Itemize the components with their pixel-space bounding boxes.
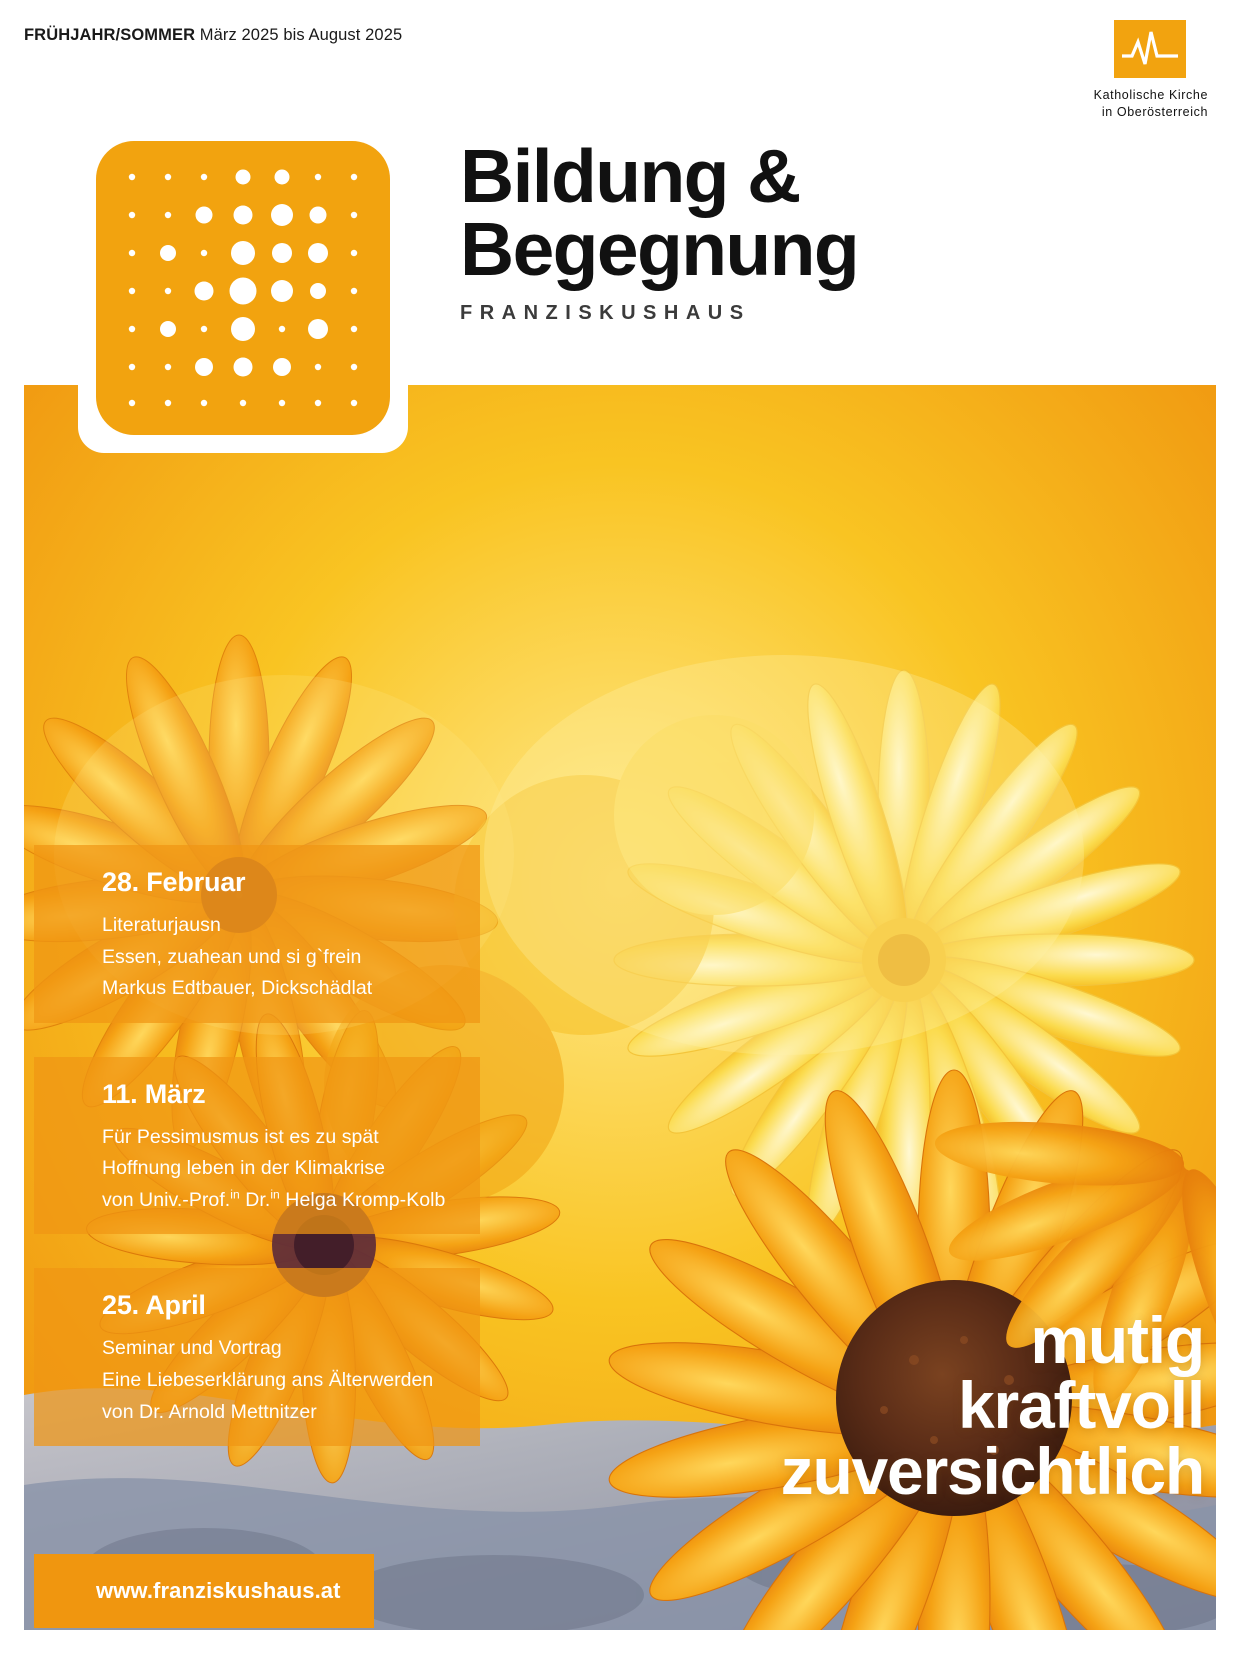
- diocese-name: [1032, 87, 1212, 122]
- event-line: Literaturjausn: [102, 914, 221, 936]
- website-url[interactable]: www.franziskushaus.at: [96, 1578, 341, 1603]
- event-date: 25. April: [102, 1290, 206, 1321]
- event-line: Essen, zuahean und si g`frein: [102, 945, 362, 968]
- event-line: Seminar und Vortrag: [102, 1337, 282, 1360]
- cover-claim: [780, 1303, 1204, 1508]
- event-line: von Univ.-Prof.$^{in}$ Dr.$^{in}$ Helga Kromp-Kolb: [102, 1187, 446, 1211]
- event-line: Eine Liebeserklärung ans Älterwerden: [102, 1369, 434, 1392]
- event-line: von Dr. Arnold Mettnitzer: [102, 1400, 317, 1423]
- claim-line-3: zuversichtlich: [780, 1433, 1204, 1508]
- diocese-line-1: Katholische Kirche: [1093, 88, 1208, 102]
- heartbeat-mark-icon: [1114, 20, 1186, 78]
- event-line: Für Pessimusmus ist es zu spät: [102, 1125, 379, 1148]
- brand-title-line-2: Begegnung: [460, 206, 859, 291]
- event-line: Hoffnung leben in der Klimakrise: [102, 1157, 386, 1180]
- dot-grid-logo-icon: [96, 141, 390, 435]
- diocese-logo: [1032, 20, 1212, 122]
- brand-title-line-1: Bildung &: [460, 134, 800, 218]
- event-date: 28. Februar: [102, 867, 246, 897]
- website-bar[interactable]: [34, 1554, 374, 1628]
- diocese-line-2: in Oberösterreich: [1101, 105, 1208, 120]
- issue-date-range: März 2025 bis August 2025: [199, 26, 403, 44]
- claim-line-2: kraftvoll: [958, 1368, 1204, 1443]
- issue-season: FRÜHJAHR/SOMMER: [24, 26, 196, 44]
- event-item: [34, 845, 480, 1023]
- brand-subtitle: FRANZISKUSHAUS: [460, 301, 751, 324]
- event-date: 11. März: [102, 1078, 206, 1109]
- issue-period: [24, 26, 402, 45]
- event-list: [34, 845, 480, 1446]
- claim-line-1: mutig: [1030, 1303, 1204, 1378]
- franziskushaus-logo: [78, 123, 408, 453]
- event-item: [34, 1268, 480, 1446]
- brand-wordmark: [460, 134, 859, 325]
- event-line: Markus Edtbauer, Dickschädlat: [102, 977, 373, 1000]
- event-item: [34, 1057, 480, 1235]
